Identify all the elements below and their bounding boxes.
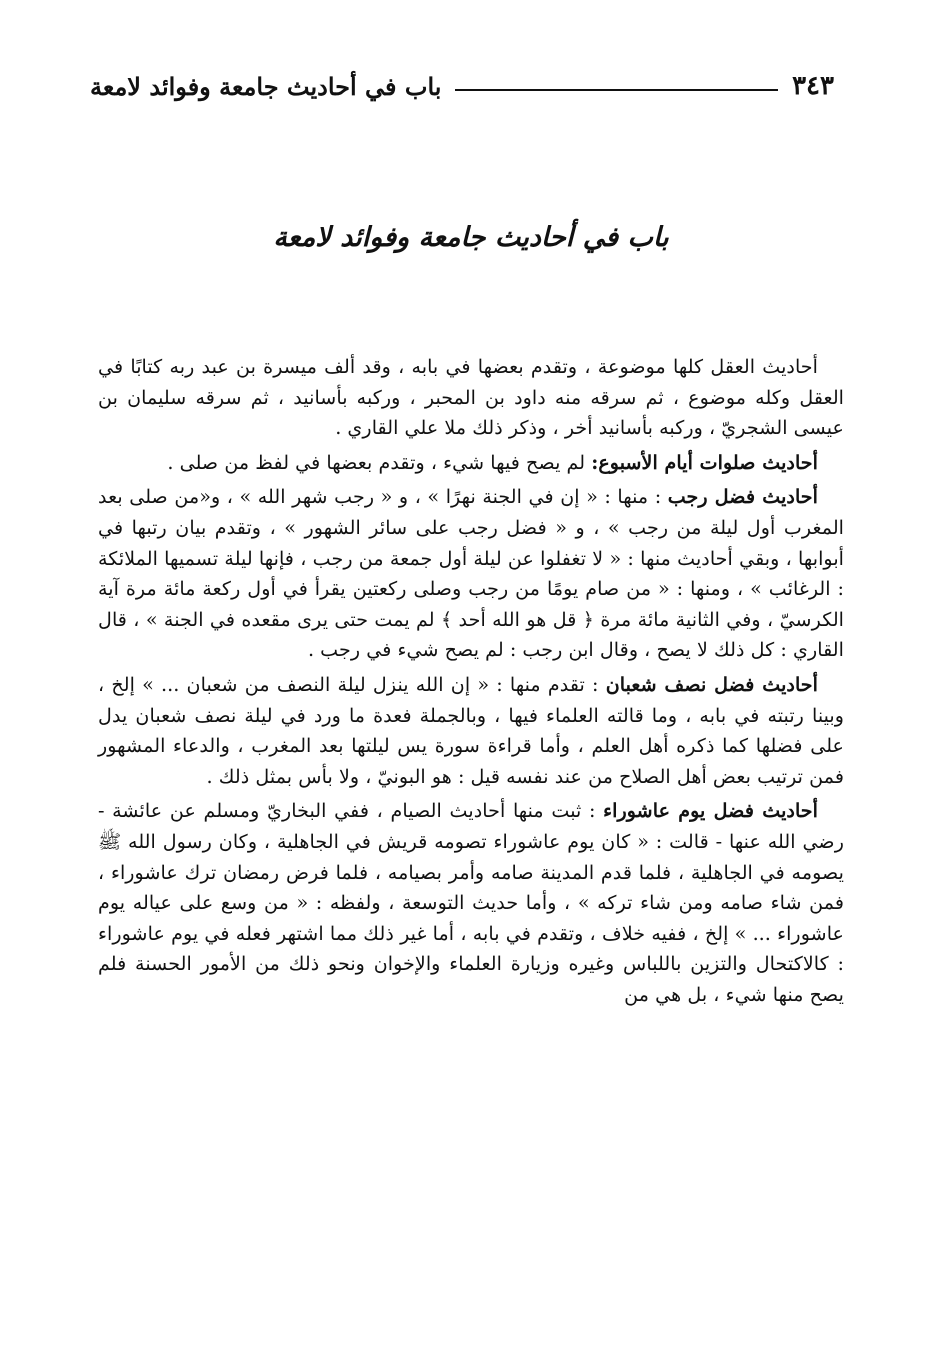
running-header [90, 68, 834, 104]
paragraph-lead: أحاديث فضل نصف شعبان [605, 672, 818, 696]
paragraph-text: : تقدم منها : « إن الله ينزل ليلة النصف من شعبان ... » إلخ ، وبينا رتبته في بابه ، وما قالته العلماء فيها ، وبالجملة فعدة ما ورد في ليلة نصف شعبان يدل على فضلها كما ذكره أهل العلم ، وأما قراءة سورة يس ليلتها بعد المغرب ، والدعاء المشهور فمن ترتيب بعض أهل الصلاح من عند نفسه قيل : هو البونيّ ، ولا بأس بمثل ذلك . [98, 672, 844, 788]
body-text [98, 352, 844, 1014]
paragraph-ashura [98, 796, 844, 1010]
running-title: باب في أحاديث جامعة وفوائد لامعة [90, 71, 442, 101]
paragraph-rajab [98, 482, 844, 666]
header-rule [455, 89, 778, 91]
paragraph-lead: أحاديث فضل رجب [667, 485, 818, 509]
paragraph-lead: أحاديث صلوات أيام الأسبوع: [591, 450, 818, 474]
paragraph-weekday-prayers [98, 448, 844, 479]
paragraph-lead: أحاديث فضل يوم عاشوراء [603, 799, 818, 823]
paragraph-text: لم يصح فيها شيء ، وتقدم بعضها في لفظ من صلى . [167, 450, 592, 474]
chapter-title: باب في أحاديث جامعة وفوائد لامعة [273, 222, 669, 253]
paragraph-intellect [98, 352, 844, 444]
paragraph-text: أحاديث العقل كلها موضوعة ، وتقدم بعضها في بابه ، وقد ألف ميسرة بن عبد ربه كتابًا في العقل وكله موضوع ، ثم سرقه منه داود بن المحبر ، وركبه بأسانيد ، ثم سرقه سليمان بن عيسى الشجريّ ، وركبه بأسانيد أخر ، وذكر ذلك ملا علي القاري . [98, 355, 844, 440]
paragraph-text: : ثبت منها أحاديث الصيام ، ففي البخاريّ ومسلم عن عائشة - رضي الله عنها - قالت : « كان يوم عاشوراء تصومه قريش في الجاهلية ، وكان رسول الله ﷺ يصومه في الجاهلية ، فلما قدم المدينة صامه وأمر بصيامه ، فلما فرض رمضان ترك عاشوراء ، فمن شاء صامه ومن شاء تركه » ، وأما حديث التوسعة ، ولفظه : « من وسع على عياله يوم عاشوراء ... » إلخ ، ففيه خلاف ، وتقدم في بابه ، أما غير ذلك مما اشتهر فعله في يوم عاشوراء : كالاكتحال والتزين باللباس وغيره وزيارة العلماء والإخوان ونحو ذلك من الأمور الحسنة فلم يصح منها شيء ، بل هي من [98, 799, 844, 1006]
paragraph-text: : منها : « إن في الجنة نهرًا » ، و « رجب شهر الله » ، و«من صلى بعد المغرب أول ليلة من رجب » ، و « فضل رجب على سائر الشهور » ، وتقدم بيان رتبها في أبوابها ، وبقي أحاديث منها : « لا تغفلوا عن ليلة أول جمعة من رجب ، فإنها ليلة تسميها الملائكة : الرغائب » ، ومنها : « من صام يومًا من رجب وصلى ركعتين يقرأ في أول ركعة مائة مرة آية الكرسيّ ، وفي الثانية مائة مرة ﴿ قل هو الله أحد ﴾ لم يمت حتى يرى مقعده في الجنة » ، قال القاري : كل ذلك لا يصح ، وقال ابن رجب : لم يصح شيء في رجب . [98, 485, 844, 662]
paragraph-mid-shaban [98, 670, 844, 792]
page-number: ٣٤٣ [792, 71, 834, 101]
